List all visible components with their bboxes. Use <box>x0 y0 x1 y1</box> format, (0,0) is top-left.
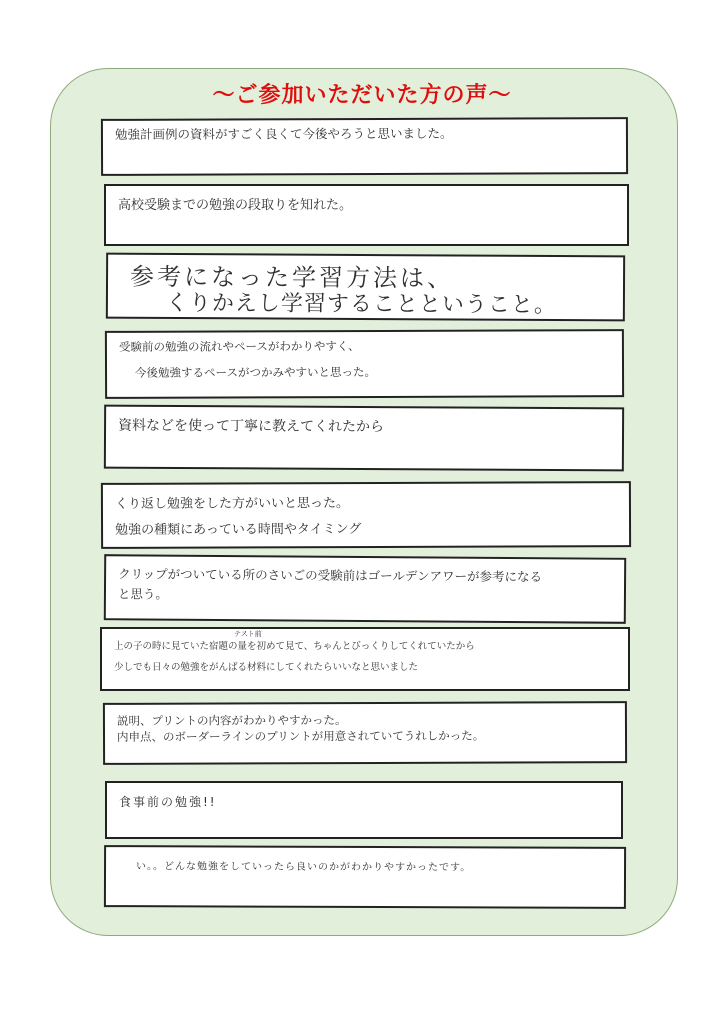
comment-4-line-1: 受験前の勉強の流れやペースがわかりやすく、 <box>118 339 360 354</box>
comment-card-11 <box>104 845 626 909</box>
comment-6-line-1: くり返し勉強をした方がいいと思った。 <box>114 496 350 512</box>
page-title: 〜ご参加いただいた方の声〜 <box>212 83 512 108</box>
comment-4-line-2: 今後勉強するペースがつかみやすいと思った。 <box>135 364 376 380</box>
comment-9-line-2: 内申点、のボーダーラインのプリントが用意されていてうれしかった。 <box>116 728 485 744</box>
comment-card-2 <box>104 184 629 246</box>
comment-card-4 <box>105 329 624 399</box>
comment-card-3 <box>106 253 625 322</box>
comment-card-10 <box>105 781 623 839</box>
comment-8-line-1: 上の子の時に見ていた宿題の量を初めて見て、ちゃんとびっくりしてくれていたから <box>114 641 475 652</box>
comment-6-line-2: 勉強の種類にあっている時間やタイミング <box>115 522 362 538</box>
comment-2-line-1: 高校受験までの勉強の段取りを知れた。 <box>118 198 353 213</box>
comment-card-5 <box>104 405 624 472</box>
comment-5-line-1: 資料などを使って丁寧に教えてくれたから <box>118 417 385 436</box>
comment-3-line-2: くりかえし学習することということ。 <box>165 290 557 319</box>
comment-1-line-1: 勉強計画例の資料がすごく良くて今後やろうと思いました。 <box>114 125 453 142</box>
comment-7-line-1: クリップがついている所のさいごの受験前はゴールデンアワーが参考になる <box>118 566 543 585</box>
comment-8-annotation: テスト前 <box>234 630 262 638</box>
comment-card-8 <box>100 627 630 691</box>
comment-10-line-1: 食事前の勉強!! <box>119 795 217 809</box>
comment-card-6 <box>101 481 631 549</box>
comment-11-line-1: い。。どんな勉強をしていったら良いのかがわかりやすかったです。 <box>136 861 472 874</box>
comment-3-line-1: 参考になった学習方法は、 <box>129 262 455 293</box>
comment-7-line-2: と思う。 <box>117 586 169 602</box>
comment-8-line-2: 少しでも日々の勉強をがんばる材料にしてくれたらいいなと思いました <box>114 662 419 673</box>
comment-card-9 <box>103 701 627 765</box>
comment-card-7 <box>104 554 626 624</box>
comment-9-line-1: 説明、プリントの内容がわかりやすかった。 <box>116 713 347 728</box>
comment-card-1 <box>101 117 628 176</box>
